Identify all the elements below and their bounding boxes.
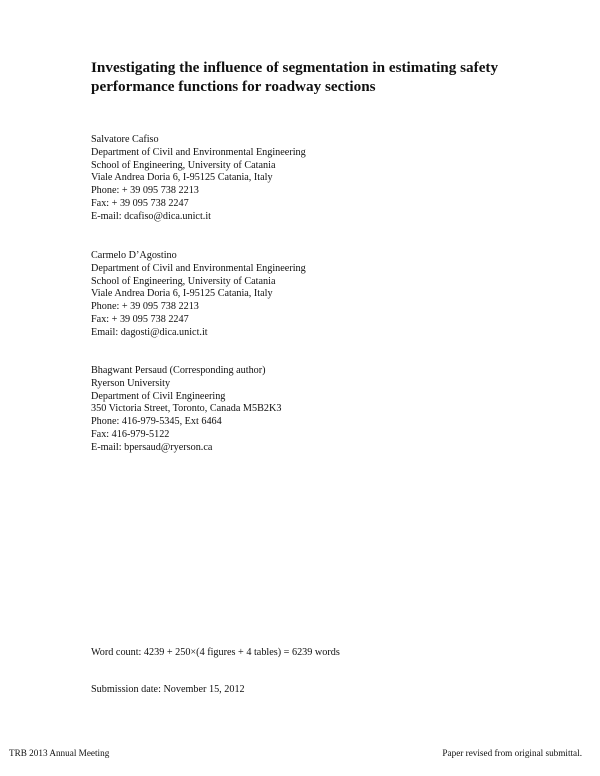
- author-block-persaud: [91, 365, 281, 455]
- author-block-dagostino: [91, 250, 306, 340]
- footer-meeting: TRB 2013 Annual Meeting: [9, 748, 110, 758]
- author-address: Viale Andrea Doria 6, I-95125 Catania, Italy: [91, 172, 273, 184]
- author-name: Bhagwant Persaud (Corresponding author): [91, 365, 266, 376]
- author-block-cafiso: [91, 134, 306, 224]
- author-email: Email: dagosti@dica.unict.it: [91, 326, 208, 338]
- paper-title-line-1: Investigating the influence of segmentation in estimating safety: [91, 59, 499, 76]
- author-name: Salvatore Cafiso: [91, 134, 159, 145]
- author-fax: Fax: + 39 095 738 2247: [91, 313, 189, 325]
- author-school: School of Engineering, University of Catania: [91, 159, 276, 171]
- paper-title: [91, 58, 531, 96]
- author-department: Department of Civil Engineering: [91, 390, 226, 402]
- author-phone: Phone: 416-979-5345, Ext 6464: [91, 416, 222, 428]
- author-phone: Phone: + 39 095 738 2213: [91, 301, 199, 313]
- author-fax: Fax: 416-979-5122: [91, 428, 170, 440]
- author-address: 350 Victoria Street, Toronto, Canada M5B2K3: [91, 403, 282, 415]
- word-count: Word count: 4239 + 250×(4 figures + 4 tables) = 6239 words: [91, 647, 340, 658]
- author-phone: Phone: + 39 095 738 2213: [91, 185, 199, 197]
- author-email: E-mail: bpersaud@ryerson.ca: [91, 441, 213, 453]
- footer-revision-note: Paper revised from original submittal.: [442, 748, 582, 758]
- author-address: Viale Andrea Doria 6, I-95125 Catania, Italy: [91, 288, 273, 300]
- submission-date: Submission date: November 15, 2012: [91, 684, 245, 695]
- author-school: School of Engineering, University of Catania: [91, 275, 276, 287]
- author-email: E-mail: dcafiso@dica.unict.it: [91, 210, 211, 222]
- author-name: Carmelo D’Agostino: [91, 250, 177, 261]
- author-department: Department of Civil and Environmental Engineering: [91, 146, 306, 158]
- author-university: Ryerson University: [91, 377, 171, 389]
- paper-title-line-2: performance functions for roadway sections: [91, 78, 376, 95]
- author-fax: Fax: + 39 095 738 2247: [91, 197, 189, 209]
- author-department: Department of Civil and Environmental Engineering: [91, 262, 306, 274]
